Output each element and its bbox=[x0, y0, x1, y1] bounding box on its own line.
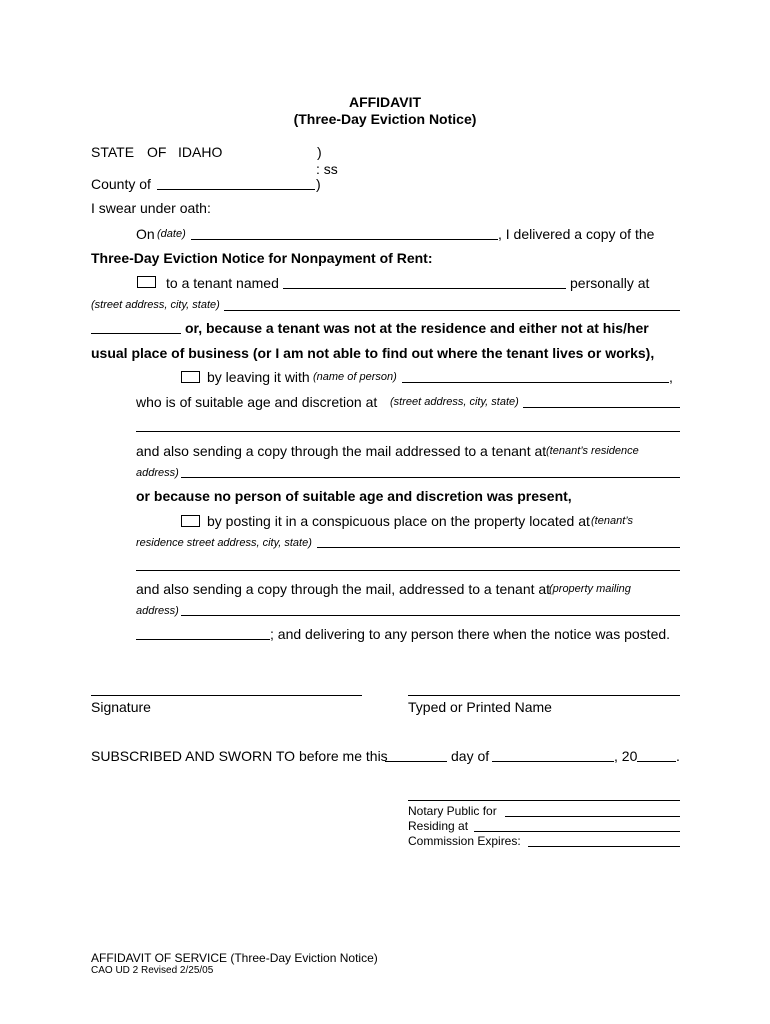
leave-with-person-checkbox[interactable] bbox=[181, 371, 200, 383]
footer-code: CAO UD 2 Revised 2/25/05 bbox=[91, 965, 214, 976]
county-label: County of bbox=[91, 176, 151, 192]
mailing-hint-2: address) bbox=[136, 605, 179, 617]
of-label: OF bbox=[147, 144, 167, 160]
address-hint: (street address, city, state) bbox=[91, 299, 220, 311]
document-title: AFFIDAVIT bbox=[348, 94, 422, 110]
notary-signature-line[interactable] bbox=[408, 800, 680, 801]
residence-address-field[interactable] bbox=[181, 477, 680, 478]
notary-state-field[interactable] bbox=[505, 816, 680, 817]
posting-address-field[interactable] bbox=[317, 547, 680, 548]
mailing-hint-1: (property mailing bbox=[549, 583, 631, 595]
county-paren: ) bbox=[316, 176, 321, 192]
notary-public-label: Notary Public for bbox=[408, 804, 497, 818]
mailing-address-field[interactable] bbox=[181, 615, 680, 616]
signature-line[interactable] bbox=[91, 695, 362, 696]
date-field[interactable] bbox=[191, 239, 498, 240]
sworn-year-field[interactable] bbox=[637, 761, 676, 762]
printed-name-label: Typed or Printed Name bbox=[408, 699, 552, 715]
period: . bbox=[676, 748, 680, 764]
person-hint: (name of person) bbox=[313, 371, 397, 383]
delivering-text: ; and delivering to any person there when the notice was posted. bbox=[270, 626, 671, 642]
sworn-text: SUBSCRIBED AND SWORN TO before me this bbox=[91, 748, 388, 764]
tenant-hint-1: (tenant’s bbox=[591, 515, 633, 527]
residence-hint-2: address) bbox=[136, 467, 179, 479]
state-label: STATE bbox=[91, 144, 135, 160]
sworn-month-field[interactable] bbox=[492, 761, 614, 762]
tenant-hint-2: residence street address, city, state) bbox=[136, 537, 312, 549]
day-of-label: day of bbox=[451, 748, 490, 764]
comma: , bbox=[669, 369, 673, 385]
residing-label: Residing at bbox=[408, 819, 469, 833]
personally-label: personally at bbox=[570, 275, 650, 291]
personal-service-checkbox[interactable] bbox=[137, 276, 156, 288]
residence-hint-1: (tenant’s residence bbox=[546, 445, 639, 457]
delivered-text: , I delivered a copy of the bbox=[498, 226, 655, 242]
posting-address-field-2[interactable] bbox=[136, 570, 680, 571]
on-label: On bbox=[136, 226, 155, 242]
street-address-field[interactable] bbox=[224, 310, 680, 311]
posting-label: by posting it in a conspicuous place on the property located at bbox=[207, 513, 590, 529]
leaving-label: by leaving it with bbox=[207, 369, 310, 385]
person-name-field[interactable] bbox=[402, 382, 669, 383]
who-address-hint: (street address, city, state) bbox=[390, 396, 519, 408]
who-address-field-2[interactable] bbox=[136, 431, 680, 432]
printed-name-line[interactable] bbox=[408, 695, 680, 696]
mailing-address-field-2[interactable] bbox=[136, 639, 270, 640]
date-hint: (date) bbox=[157, 228, 186, 240]
year-prefix: , 20 bbox=[614, 748, 638, 764]
commission-label: Commission Expires: bbox=[408, 834, 521, 848]
no-person-text: or because no person of suitable age and discretion was present, bbox=[136, 488, 572, 504]
residing-field[interactable] bbox=[474, 831, 680, 832]
state-name: IDAHO bbox=[178, 144, 223, 160]
who-address-field[interactable] bbox=[523, 407, 680, 408]
usual-place-text: usual place of business (or I am not able to find out where the tenant lives or works), bbox=[91, 345, 655, 361]
venue-paren: ) bbox=[317, 144, 322, 160]
oath-text: I swear under oath: bbox=[91, 200, 211, 216]
tenant-name-field[interactable] bbox=[283, 288, 566, 289]
tenant-label: to a tenant named bbox=[166, 275, 279, 291]
document-subtitle: (Three-Day Eviction Notice) bbox=[293, 111, 477, 127]
mail-label-1: and also sending a copy through the mail addressed to a tenant at bbox=[136, 443, 547, 459]
posting-checkbox[interactable] bbox=[181, 515, 200, 527]
address-continuation-field[interactable] bbox=[91, 333, 181, 334]
mail-label-2: and also sending a copy through the mail, addressed to a tenant at bbox=[136, 581, 551, 597]
notice-title: Three-Day Eviction Notice for Nonpayment of Rent: bbox=[91, 250, 433, 266]
who-label: who is of suitable age and discretion at bbox=[136, 394, 378, 410]
signature-label: Signature bbox=[91, 699, 151, 715]
sworn-day-field[interactable] bbox=[385, 761, 447, 762]
commission-field[interactable] bbox=[528, 846, 680, 847]
footer-title: AFFIDAVIT OF SERVICE (Three-Day Eviction Notice) bbox=[91, 951, 378, 965]
or-because-text: or, because a tenant was not at the residence and either not at his/her bbox=[185, 320, 649, 336]
ss-label: : ss bbox=[316, 161, 338, 177]
county-field[interactable] bbox=[157, 189, 315, 190]
